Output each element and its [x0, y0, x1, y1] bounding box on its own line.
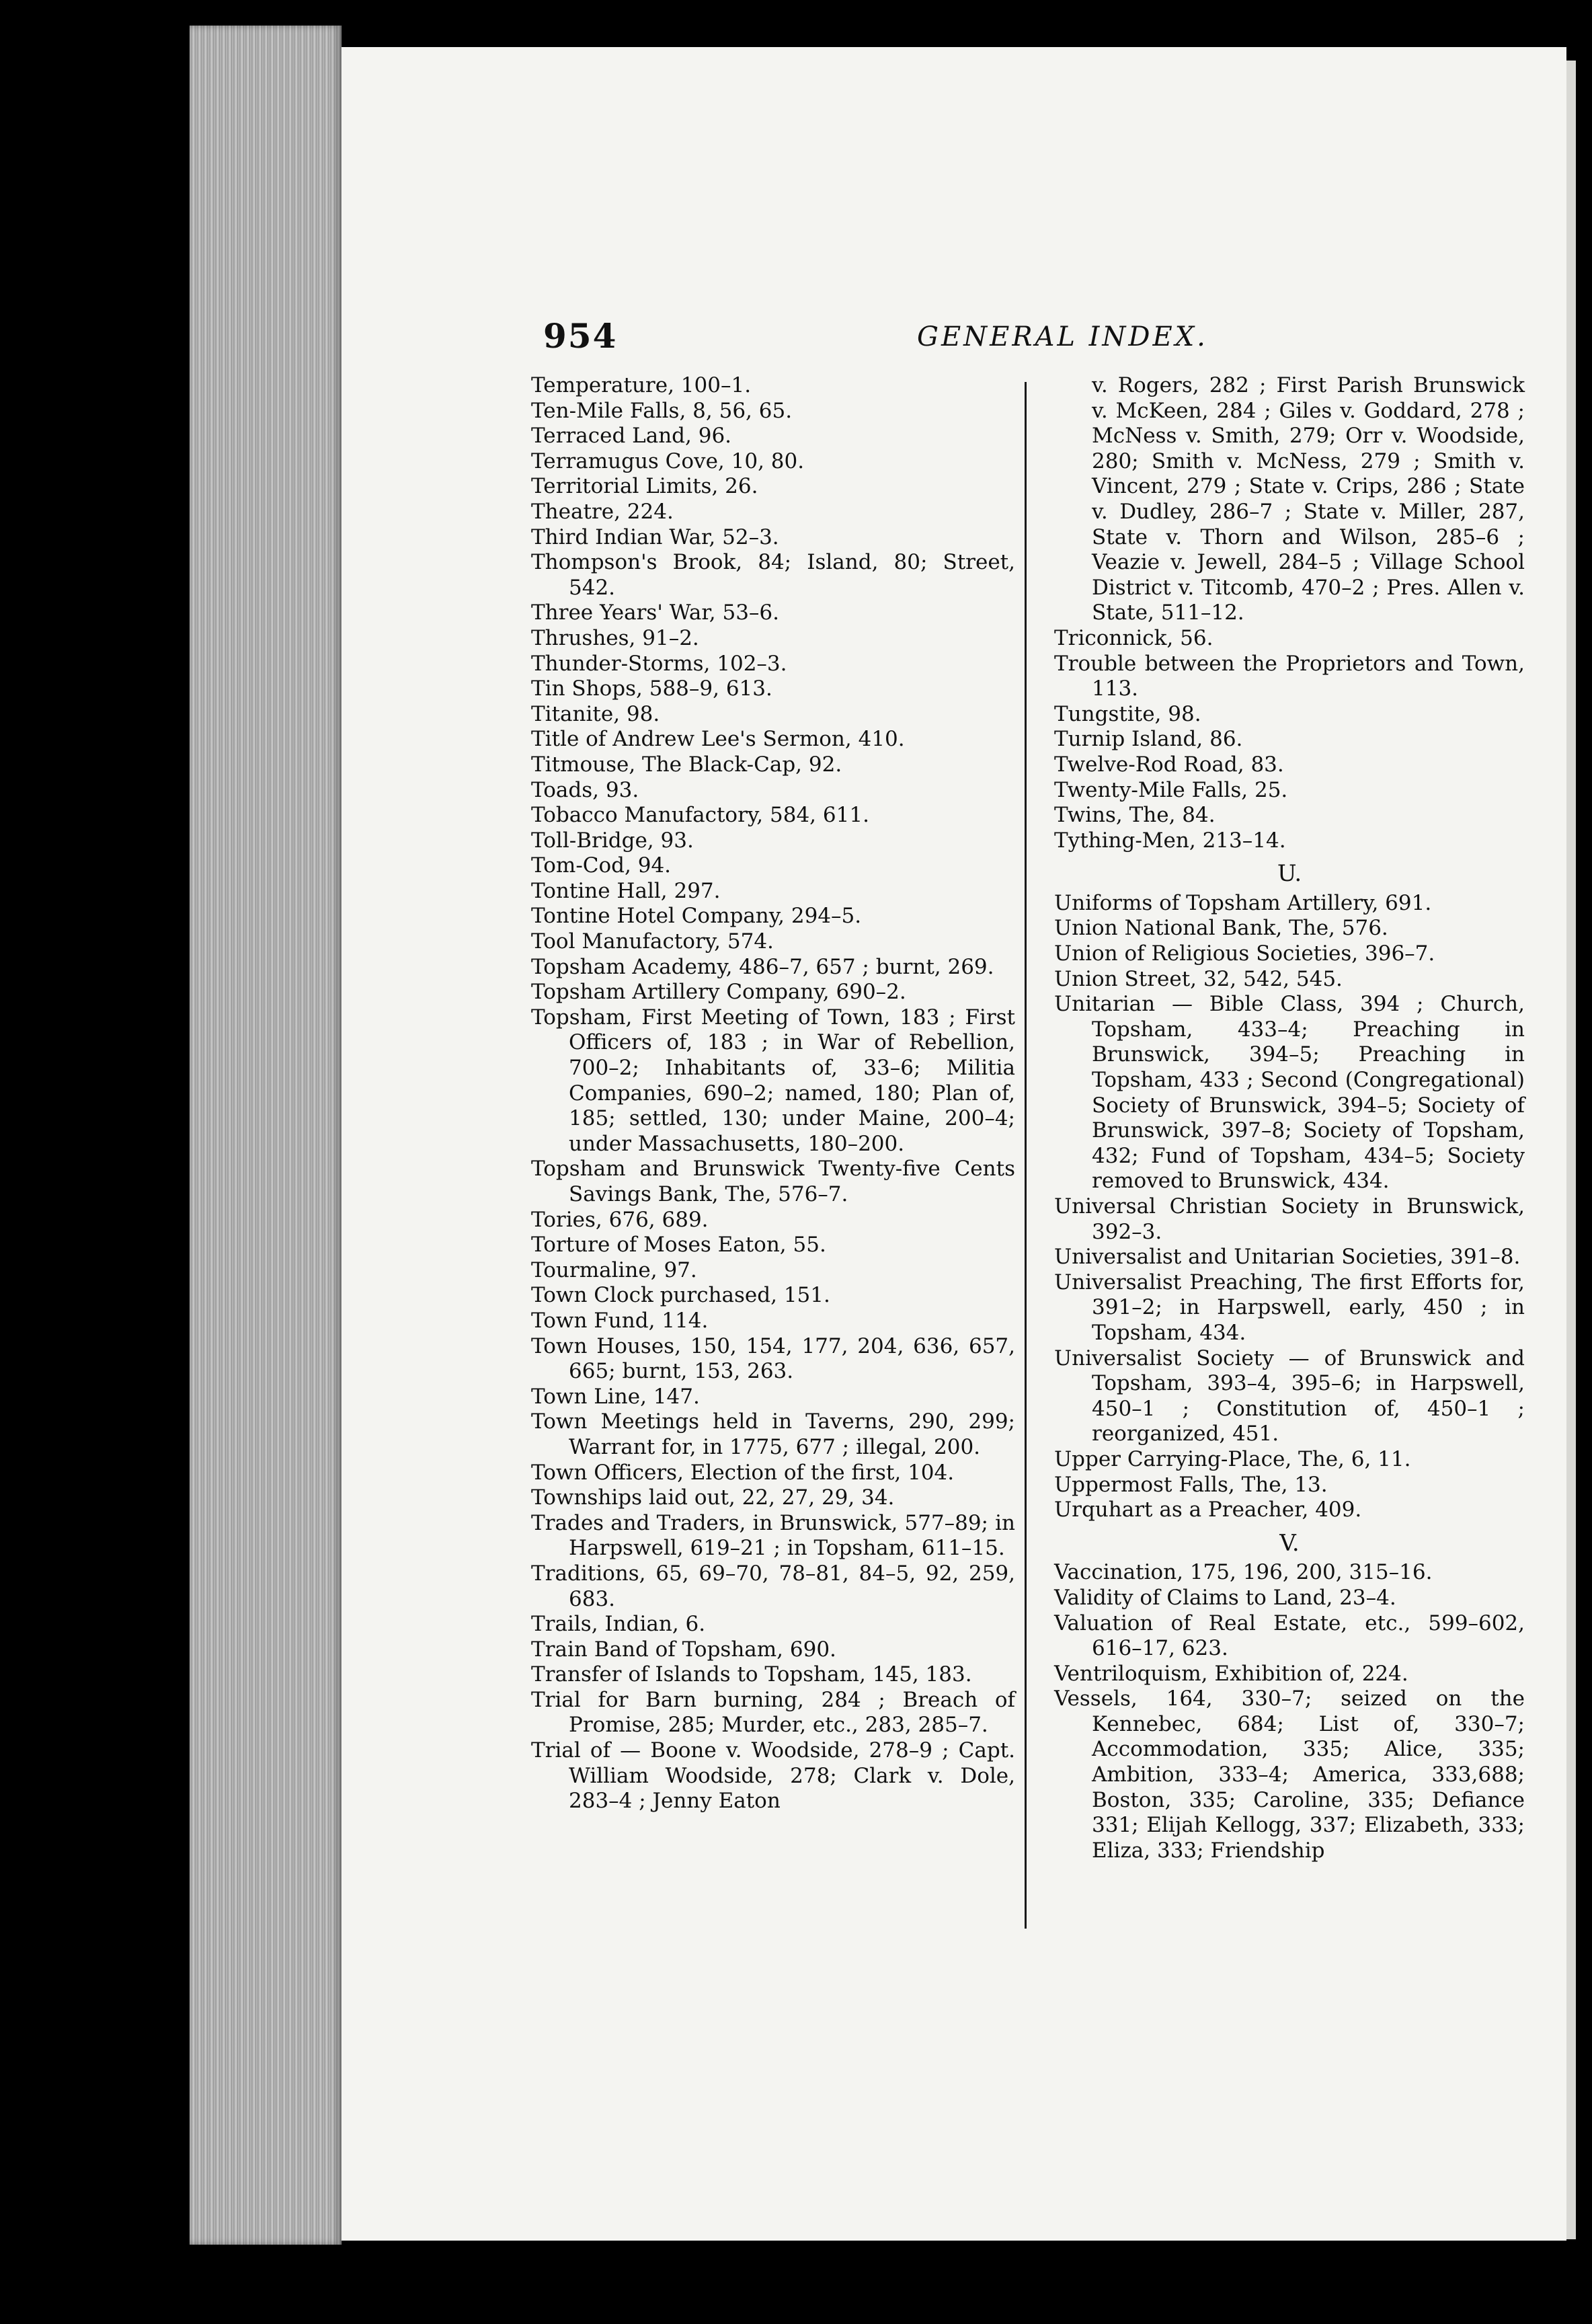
index-entry: Thompson's Brook, 84; Island, 80; Street, 542. — [531, 550, 1015, 600]
index-entry: Trial for Barn burning, 284 ; Breach of Promise, 285; Murder, etc., 283, 285–7. — [531, 1687, 1015, 1738]
index-entry: Titmouse, The Black-Cap, 92. — [531, 752, 842, 777]
index-entry: Vessels, 164, 330–7; seized on the Kennebec, 684; List of, 330–7; Accommodation, 335; Alice, 335; Ambition, 333–4; America, 333,688; Boston, 335; Caroline, 335; Defiance 331; Elijah Kellogg, 337; Elizabeth, 333; Eliza, 333; Friendship — [1054, 1687, 1525, 1863]
index-entry: Tungstite, 98. — [1054, 701, 1201, 726]
index-entry: Temperature, 100–1. — [531, 373, 752, 397]
index-entry: Tontine Hotel Company, 294–5. — [531, 904, 862, 929]
index-entry: Third Indian War, 52–3. — [531, 525, 779, 549]
index-entry: Tything-Men, 213–14. — [1054, 828, 1286, 853]
index-entry: Topsham, First Meeting of Town, 183 ; First Officers of, 183 ; in War of Rebellion, 700–2; Inhabitants of, 33–6; Militia Companies, 690–2; named, 180; Plan of, 185; settled, 130; under Maine, 200–4; under Massachusetts, 180–200. — [531, 1005, 1015, 1156]
section-letter-v: V. — [1279, 1529, 1300, 1557]
index-entry: Torture of Moses Eaton, 55. — [531, 1233, 826, 1257]
index-entry: Twins, The, 84. — [1054, 803, 1216, 828]
index-entry: Toads, 93. — [531, 777, 639, 802]
index-entry: Titanite, 98. — [531, 701, 660, 726]
index-entry: Valuation of Real Estate, etc., 599–602, 616–17, 623. — [1054, 1611, 1525, 1661]
index-entry: Union Street, 32, 542, 545. — [1054, 966, 1343, 991]
index-entry: Trails, Indian, 6. — [531, 1612, 706, 1637]
index-entry: Territorial Limits, 26. — [531, 474, 758, 499]
index-entry: Townships laid out, 22, 27, 29, 34. — [531, 1485, 895, 1510]
running-title: GENERAL INDEX. — [917, 321, 1208, 352]
index-entry: Union National Bank, The, 576. — [1054, 916, 1388, 941]
index-entry: Tobacco Manufactory, 584, 611. — [531, 803, 869, 828]
index-entry: Theatre, 224. — [531, 499, 674, 524]
index-entry: Town Houses, 150, 154, 177, 204, 636, 657, 665; burnt, 153, 263. — [531, 1333, 1015, 1384]
index-entry: Urquhart as a Preacher, 409. — [1054, 1498, 1362, 1522]
section-letter-u: U. — [1277, 860, 1302, 888]
index-entry: Toll-Bridge, 93. — [531, 828, 694, 853]
column-divider — [1025, 382, 1027, 1929]
index-entry: Twenty-Mile Falls, 25. — [1054, 777, 1288, 802]
page-header — [543, 316, 1552, 363]
index-entry: Universalist and Unitarian Societies, 391–8. — [1054, 1245, 1521, 1270]
index-entry: Universalist Society — of Brunswick and Topsham, 393–4, 395–6; in Harpswell, 450–1 ; Constitution of, 450–1 ; reorganized, 451. — [1054, 1346, 1525, 1446]
index-entry: Tool Manufactory, 574. — [531, 929, 774, 954]
index-entry: Upper Carrying-Place, The, 6, 11. — [1054, 1446, 1411, 1471]
index-entry: Tourmaline, 97. — [531, 1257, 697, 1282]
index-entry: Tom-Cod, 94. — [531, 853, 672, 878]
index-entry: Traditions, 65, 69–70, 78–81, 84–5, 92, 259, 683. — [531, 1561, 1015, 1611]
index-entry: Thrushes, 91–2. — [531, 625, 699, 650]
index-entry: Title of Andrew Lee's Sermon, 410. — [531, 727, 905, 752]
index-entry: Unitarian — Bible Class, 394 ; Church, Topsham, 433–4; Preaching in Brunswick, 394–5; Preaching in Topsham, 433 ; Second (Congregational) Society of Brunswick, 394–5; Society of Brunswick, 397–8; Society of Topsham, 432; Fund of Topsham, 434–5; Society removed to Brunswick, 434. — [1054, 992, 1525, 1194]
index-entry: Three Years' War, 53–6. — [531, 601, 780, 625]
page-number: 954 — [543, 316, 618, 356]
facing-page-edge — [1566, 61, 1576, 2239]
index-entry: Vaccination, 175, 196, 200, 315–16. — [1054, 1560, 1433, 1585]
index-column-right — [1054, 373, 1525, 1863]
book-page-edges — [190, 26, 342, 2245]
index-entry: Trouble between the Proprietors and Town, 113. — [1054, 651, 1525, 701]
index-entry: Town Line, 147. — [531, 1384, 700, 1409]
index-entry: Uniforms of Topsham Artillery, 691. — [1054, 890, 1432, 915]
index-entry: Town Clock purchased, 151. — [531, 1283, 830, 1308]
index-entry: Ventriloquism, Exhibition of, 224. — [1054, 1661, 1408, 1686]
index-entry-continuation: v. Rogers, 282 ; First Parish Brunswick v. McKeen, 284 ; Giles v. Goddard, 278 ; McNess v. Smith, 279; Orr v. Woodside, 280; Smith v. McNess, 279 ; Smith v. Vincent, 279 ; State v. Crips, 286 ; State v. Dudley, 286–7 ; State v. Miller, 287, State v. Thorn and Wilson, 285–6 ; Veazie v. Jewell, 284–5 ; Village School District v. Titcomb, 470–2 ; Pres. Allen v. State, 511–12. — [1092, 373, 1525, 625]
index-entry: Thunder-Storms, 102–3. — [531, 651, 787, 676]
index-entry: Validity of Claims to Land, 23–4. — [1054, 1585, 1396, 1610]
index-entry: Topsham Artillery Company, 690–2. — [531, 980, 906, 1005]
index-entry: Terraced Land, 96. — [531, 424, 732, 449]
index-entry: Turnip Island, 86. — [1054, 727, 1243, 752]
index-entry: Tories, 676, 689. — [531, 1207, 709, 1232]
index-entry: Town Officers, Election of the first, 104. — [531, 1460, 955, 1485]
index-entry: Universal Christian Society in Brunswick, 392–3. — [1054, 1194, 1525, 1244]
index-entry: Topsham and Brunswick Twenty-five Cents Savings Bank, The, 576–7. — [531, 1157, 1015, 1206]
index-entry: Terramugus Cove, 10, 80. — [531, 449, 805, 473]
index-entry: Transfer of Islands to Topsham, 145, 183. — [531, 1662, 972, 1687]
index-entry: Train Band of Topsham, 690. — [531, 1637, 836, 1662]
index-entry: Town Fund, 114. — [531, 1308, 709, 1333]
index-column-left — [531, 373, 1015, 1814]
index-entry: Tin Shops, 588–9, 613. — [531, 676, 772, 701]
index-entry: Uppermost Falls, The, 13. — [1054, 1472, 1328, 1497]
index-entry: Topsham Academy, 486–7, 657 ; burnt, 269. — [531, 954, 994, 979]
index-entry: Ten-Mile Falls, 8, 56, 65. — [531, 398, 793, 423]
index-entry: Union of Religious Societies, 396–7. — [1054, 941, 1435, 966]
index-entry: Trades and Traders, in Brunswick, 577–89; in Harpswell, 619–21 ; in Topsham, 611–15. — [531, 1510, 1015, 1561]
index-entry: Twelve-Rod Road, 83. — [1054, 752, 1284, 777]
index-entry: Tontine Hall, 297. — [531, 878, 721, 903]
index-entry: Triconnick, 56. — [1054, 625, 1213, 650]
index-entry: Trial of — Boone v. Woodside, 278–9 ; Capt. William Woodside, 278; Clark v. Dole, 283–4 ; Jenny Eaton — [531, 1738, 1015, 1814]
index-entry: Town Meetings held in Taverns, 290, 299; Warrant for, in 1775, 677 ; illegal, 200. — [531, 1409, 1015, 1459]
index-entry: Universalist Preaching, The first Efforts for, 391–2; in Harpswell, early, 450 ; in Topsham, 434. — [1054, 1270, 1525, 1345]
